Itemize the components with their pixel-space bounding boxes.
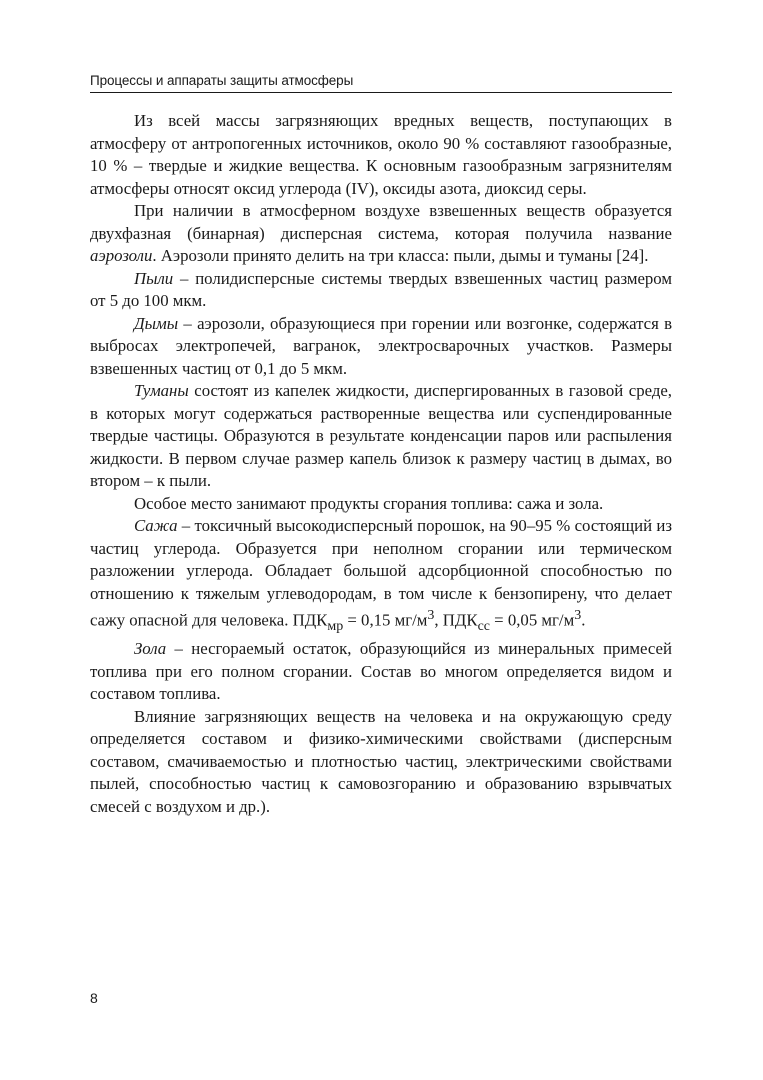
pdk-ss-subscript: сс	[477, 618, 490, 634]
term-aerosols: аэрозоли	[90, 246, 153, 265]
term-ash: Зола	[134, 639, 167, 659]
fog-definition: состоят из капелек жидкости, диспергированных в газовой среде, в которых могут содержаться растворенные вещества или суспендированные твердые частицы. Образуются в результате конденсации паров или распыления жидкости. В первом случае размер капель близок к размеру частиц в дымах, во втором – к пыли.	[90, 381, 672, 490]
pdk-ss-value: = 0,05 мг/м	[489, 610, 575, 630]
aerosols-rest: . Аэрозоли принято делить на три класса: пыли, дымы и туманы [24].	[152, 246, 649, 265]
page-number: 8	[90, 990, 98, 1006]
dust-definition: – полидисперсные системы твердых взвешенных частиц размером от 5 до 100 мкм.	[90, 268, 672, 310]
pdk-ss-label: , ПДК	[434, 610, 478, 630]
paragraph-ash	[90, 638, 672, 706]
soot-period: .	[581, 610, 586, 630]
running-header: Процессы и аппараты защиты атмосферы	[90, 73, 672, 93]
term-smoke: Дымы	[134, 313, 179, 333]
soot-definition: – токсичный высокодисперсный порошок, на 90–95 % состоящий из частиц углерода. Образуется при неполном сгорании или термическом разложении углерода. Обладает большой адсорбционной способностью по отношению к тяжелым углеводородам, в том числе к бензопирену, что делает сажу опасной для человека. ПДК	[90, 516, 672, 630]
pdk-mr-subscript: мр	[327, 618, 344, 634]
pdk-ss-unit-power: 3	[574, 608, 582, 623]
paragraph-aerosols	[90, 200, 672, 268]
pdk-mr-value: = 0,15 мг/м	[343, 610, 428, 630]
paragraph-fog	[90, 380, 672, 493]
pdk-mr-unit-power: 3	[427, 608, 435, 623]
paragraph-influence: Влияние загрязняющих веществ на человека и на окружающую среду определяется составом и физико-химическими свойствами (дисперсным составом, смачиваемостью и плотностью частиц, электрическими свойствами пылей, способностью частиц к самовозгоранию и образованию взрывчатых смесей с воздухом и др.).	[90, 706, 672, 816]
paragraph-dust	[90, 268, 672, 313]
smoke-definition: – аэрозоли, образующиеся при горении или возгонке, содержатся в выбросах электропечей, вагранок, электросварочных участков. Размеры взвешенных частиц от 0,1 до 5 мкм.	[90, 313, 672, 378]
ash-definition: – несгораемый остаток, образующийся из минеральных примесей топлива при его полном сгорании. Состав во многом определяется видом и составом топлива.	[90, 639, 672, 704]
term-fog: Туманы	[134, 381, 189, 400]
aerosols-lead: При наличии в атмосферном воздухе взвешенных веществ образуется двухфазная (бинарная) дисперсная система, которая получила название	[90, 201, 672, 243]
paragraph-combustion: Особое место занимают продукты сгорания топлива: сажа и зола.	[134, 493, 604, 513]
term-dust: Пыли	[134, 268, 174, 288]
body-text	[90, 110, 672, 818]
paragraph-pollutants: Из всей массы загрязняющих вредных веществ, поступающих в атмосферу от антропогенных источников, около 90 % составляют газообразные, 10 % – твердые и жидкие вещества. К основным газообразным загрязнителям атмосферы относят оксид углерода (IV), оксиды азота, диоксид серы.	[90, 111, 672, 198]
paragraph-soot	[90, 515, 672, 638]
term-soot: Сажа	[134, 516, 178, 535]
paragraph-smoke	[90, 313, 672, 381]
